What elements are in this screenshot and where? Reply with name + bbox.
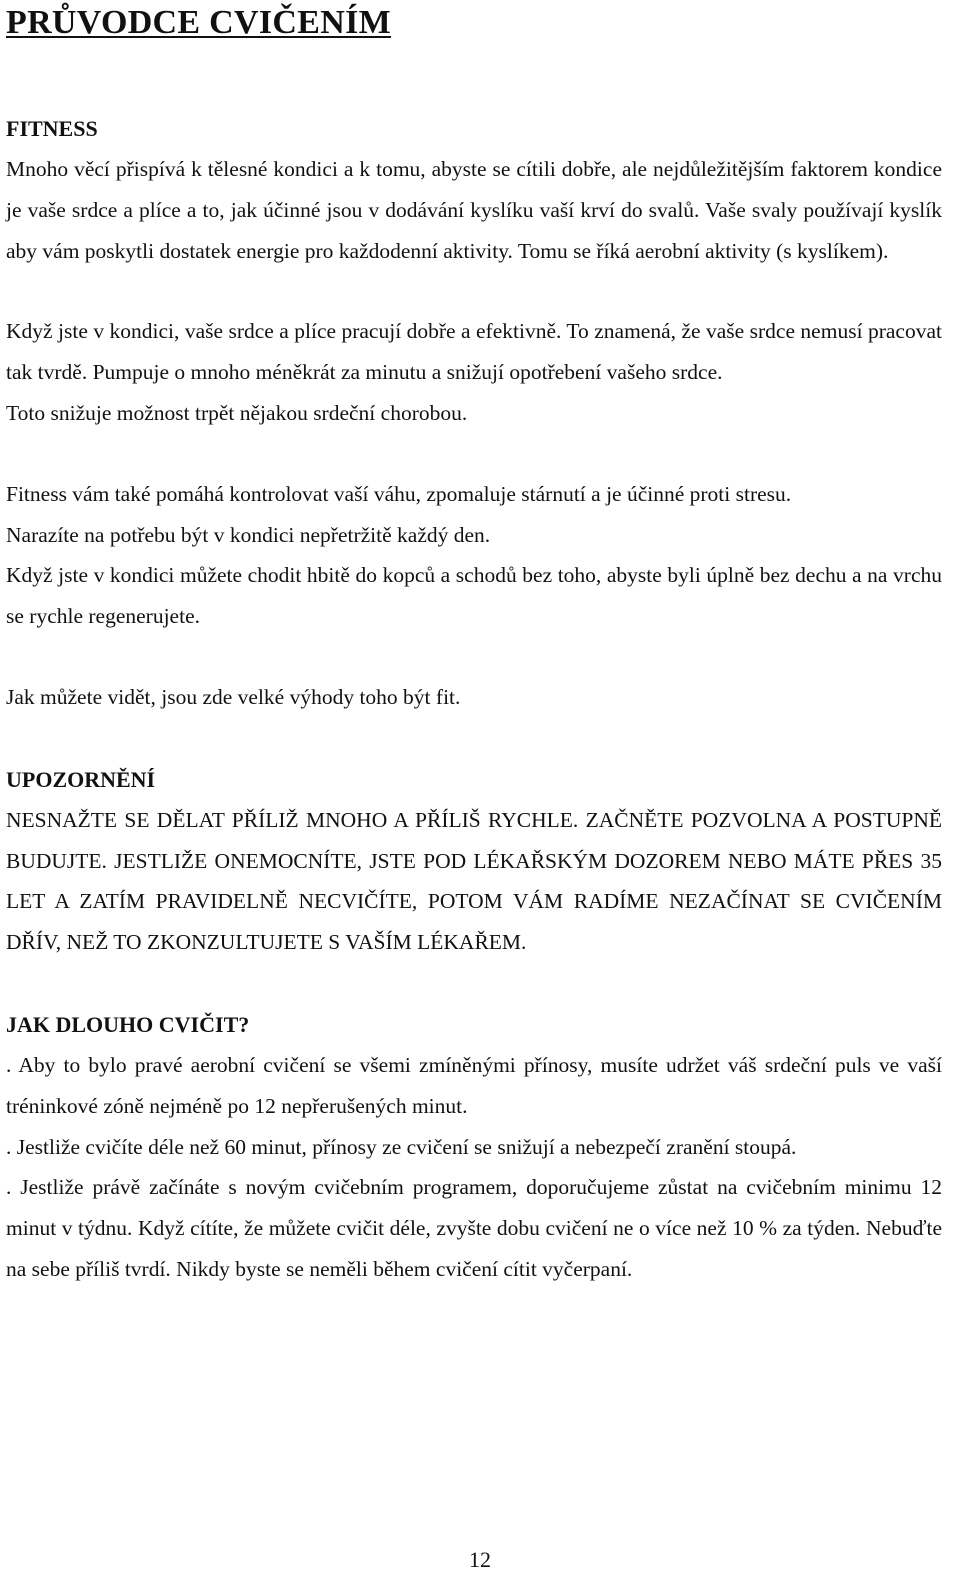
section-heading-fitness: FITNESS — [6, 116, 98, 141]
paragraph: Fitness vám také pomáhá kontrolovat vaší váhu, zpomaluje stárnutí a je účinné proti stresu. — [6, 481, 792, 506]
spacer — [6, 637, 942, 677]
spacer — [6, 718, 942, 760]
spacer — [6, 963, 942, 1005]
spacer — [6, 44, 942, 109]
section-heading-duration: JAK DLOUHO CVIČIT? — [6, 1011, 250, 1037]
paragraph: Toto snižuje možnost trpět nějakou srdeční chorobou. — [6, 400, 468, 425]
paragraph: . Jestliže právě začínáte s novým cvičebním programem, doporučujeme zůstat na cvičebním minimu 12 minut v týdnu. Když cítíte, že můžete cvičit déle, zvyšte dobu cvičení ne o více než 10 % za týden. Nebuďte na sebe příliš tvrdí. Nikdy byste se neměli během cvičení cítit vyčerpaní. — [6, 1175, 942, 1281]
paragraph: Když jste v kondici můžete chodit hbitě do kopců a schodů bez toho, abyste byli úplně bez dechu a na vrchu se rychle regenerujete. — [6, 563, 942, 629]
spacer — [6, 271, 942, 311]
paragraph: . Jestliže cvičíte déle než 60 minut, přínosy ze cvičení se snižují a nebezpečí zranění stoupá. — [6, 1134, 797, 1159]
section-duration — [6, 1005, 942, 1290]
page-number: 12 — [469, 1547, 491, 1572]
section-fitness — [6, 109, 942, 718]
paragraph: . Aby to bylo pravé aerobní cvičení se všemi zmíněnými přínosy, musíte udržet váš srdeční puls ve vaší tréninkové zóně nejméně po 12 nepřerušených minut. — [6, 1052, 942, 1118]
spacer — [6, 434, 942, 474]
section-warning — [6, 760, 942, 963]
paragraph: Jak můžete vidět, jsou zde velké výhody toho být fit. — [6, 684, 461, 709]
section-heading-warning: UPOZORNĚNÍ — [6, 766, 156, 792]
paragraph: Když jste v kondici, vaše srdce a plíce pracují dobře a efektivně. To znamená, že vaše srdce nemusí pracovat tak tvrdě. Pumpuje o mnoho méněkrát za minutu a snižují opotřebení vašeho srdce. — [6, 319, 942, 385]
document-title: PRŮVODCE CVIČENÍM — [6, 4, 392, 41]
paragraph: Mnoho věcí přispívá k tělesné kondici a k tomu, abyste se cítili dobře, ale nejdůležitějším faktorem kondice je vaše srdce a plíce a to, jak účinné jsou v dodávání kyslíku vaší krví do svalů. Vaše svaly používají kyslík aby vám poskytli dostatek energie pro každodenní aktivity. Tomu se říká aerobní aktivity (s kyslíkem). — [6, 157, 942, 263]
paragraph: Narazíte na potřebu být v kondici nepřetržitě každý den. — [6, 522, 491, 547]
warning-paragraph: NESNAŽTE SE DĚLAT PŘÍLIŽ MNOHO A PŘÍLIŠ RYCHLE. ZAČNĚTE POZVOLNA A POSTUPNĚ BUDUJTE. JESTLIŽE ONEMOCNÍTE, JSTE POD LÉKAŘSKÝM DOZOREM NEBO MÁTE PŘES 35 LET A ZATÍM PRAVIDELNĚ NECVIČÍTE, POTOM VÁM RADÍME NEZAČÍNAT SE CVIČENÍM DŘÍV, NEŽ TO ZKONZULTUJETE S VAŠÍM LÉKAŘEM. — [6, 807, 942, 955]
